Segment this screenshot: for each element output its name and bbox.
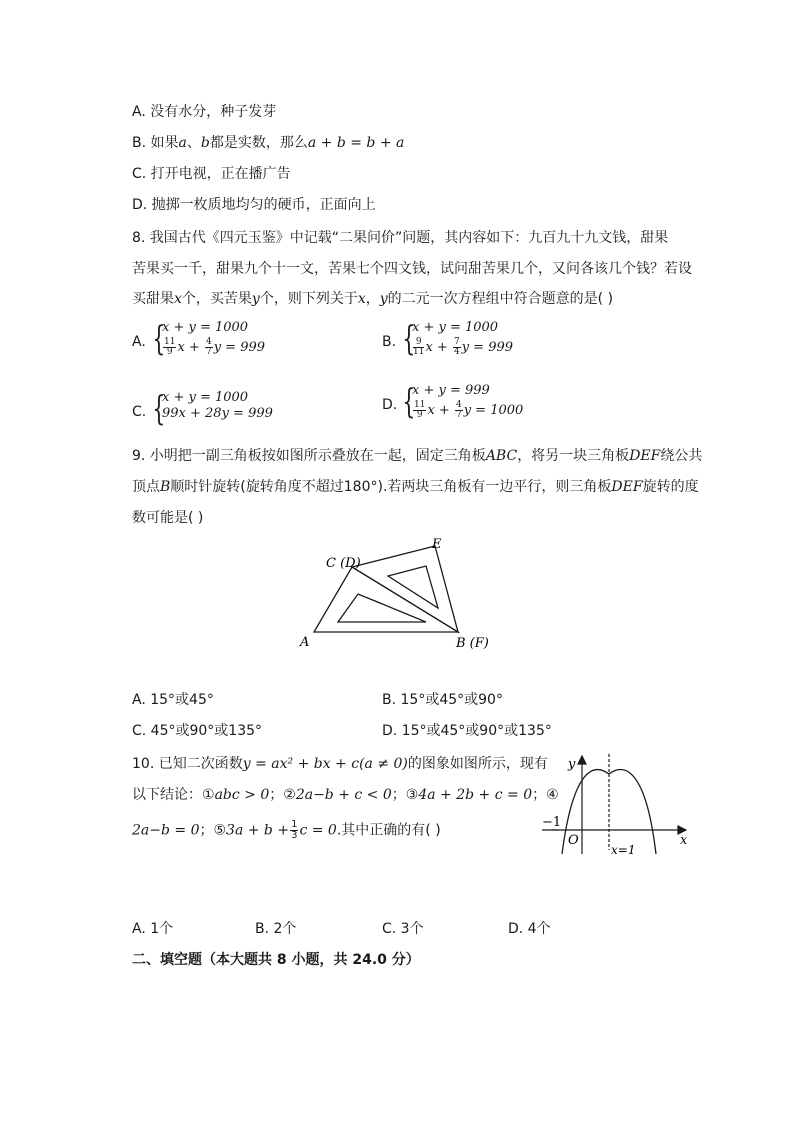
q8-line-2: 苦果买一千，甜果九个十一文，苦果七个四文钱，试问甜苦果几个，又问各该几个钱？若设 [132,261,692,277]
q10-line-2: 以下结论：①abc > 0；②2a−b + c < 0；③4a + 2b + c = 0；④ [132,787,559,803]
axis-label: x=1 [611,843,636,857]
q7-option-c: C. 打开电视，正在播广告 [132,166,291,182]
q8-line-3: 买甜果x个，买苦果y个，则下列关于x，y的二元一次方程组中符合题意的是( ) [132,291,614,307]
y-axis-arrow [578,756,586,764]
q10-line-3: 2a−b = 0；⑤3a + b + $\frac{1}{3}$ c = 0.其中正确的有( ) [132,819,441,841]
q10-option-c: C. 3个 [382,921,424,937]
neg-one-label: −1 [542,815,562,830]
q7-option-d: D. 抛掷一枚质地均匀的硬币，正面向上 [132,197,376,213]
q8-line-1: 8. 我国古代《四元玉鉴》中记载“二果问价”问题，其内容如下：九百九十九文钱，甜果 [132,230,669,246]
label-a: A [300,635,310,650]
q8-option-a: A. { x + y = 1000 $\frac{11}{9}$ x + $\frac{4}{7}$ y = 999 [132,319,266,359]
q8-option-b: B. { x + y = 1000 $\frac{9}{11}$ x + $\frac{7}{4}$ y = 999 [382,319,514,359]
label-bf: B (F) [456,636,489,651]
q7-option-b: B. 如果a、b都是实数，那么a + b = b + a [132,135,405,151]
q8-option-d: D. { x + y = 999 $\frac{11}{9}$ x + $\frac{4}{7}$ y = 1000 [382,382,524,422]
origin-label: O [568,833,579,848]
triangles-figure [290,532,510,657]
q9-option-d: D. 15°或45°或90°或135° [382,723,552,739]
triangle-abc-inner [338,594,426,622]
triangle-def-inner [388,566,438,608]
section-2-heading: 二、填空题（本大题共 8 小题，共 24.0 分） [132,952,420,968]
q9-option-c: C. 45°或90°或135° [132,723,263,739]
x-label: x [680,833,688,848]
q8-option-c: C. { x + y = 1000 99x + 28y = 999 [132,389,273,429]
q9-line-1: 9. 小明把一副三角板按如图所示叠放在一起，固定三角板ABC，将另一块三角板DEF绕公共 [132,448,703,464]
q9-line-3: 数可能是( ) [132,510,204,526]
q10-option-d: D. 4个 [508,921,551,937]
q9-line-2: 顶点B顺时针旋转(旋转角度不超过180°).若两块三角板有一边平行，则三角板DEF旋转的度 [132,479,699,495]
q10-line-1: 10. 已知二次函数y = ax² + bx + c(a ≠ 0)的图象如图所示，现有 [132,756,548,772]
q10-option-a: A. 1个 [132,921,174,937]
q7-option-a: A. 没有水分，种子发芽 [132,104,277,120]
triangle-def [352,546,458,632]
q9-option-a: A. 15°或45° [132,692,214,708]
label-e: E [432,537,442,552]
q9-option-b: B. 15°或45°或90° [382,692,503,708]
label-cd: C (D) [326,556,361,571]
q10-option-b: B. 2个 [255,921,297,937]
y-label: y [568,757,576,772]
parabola-graph [538,750,694,858]
